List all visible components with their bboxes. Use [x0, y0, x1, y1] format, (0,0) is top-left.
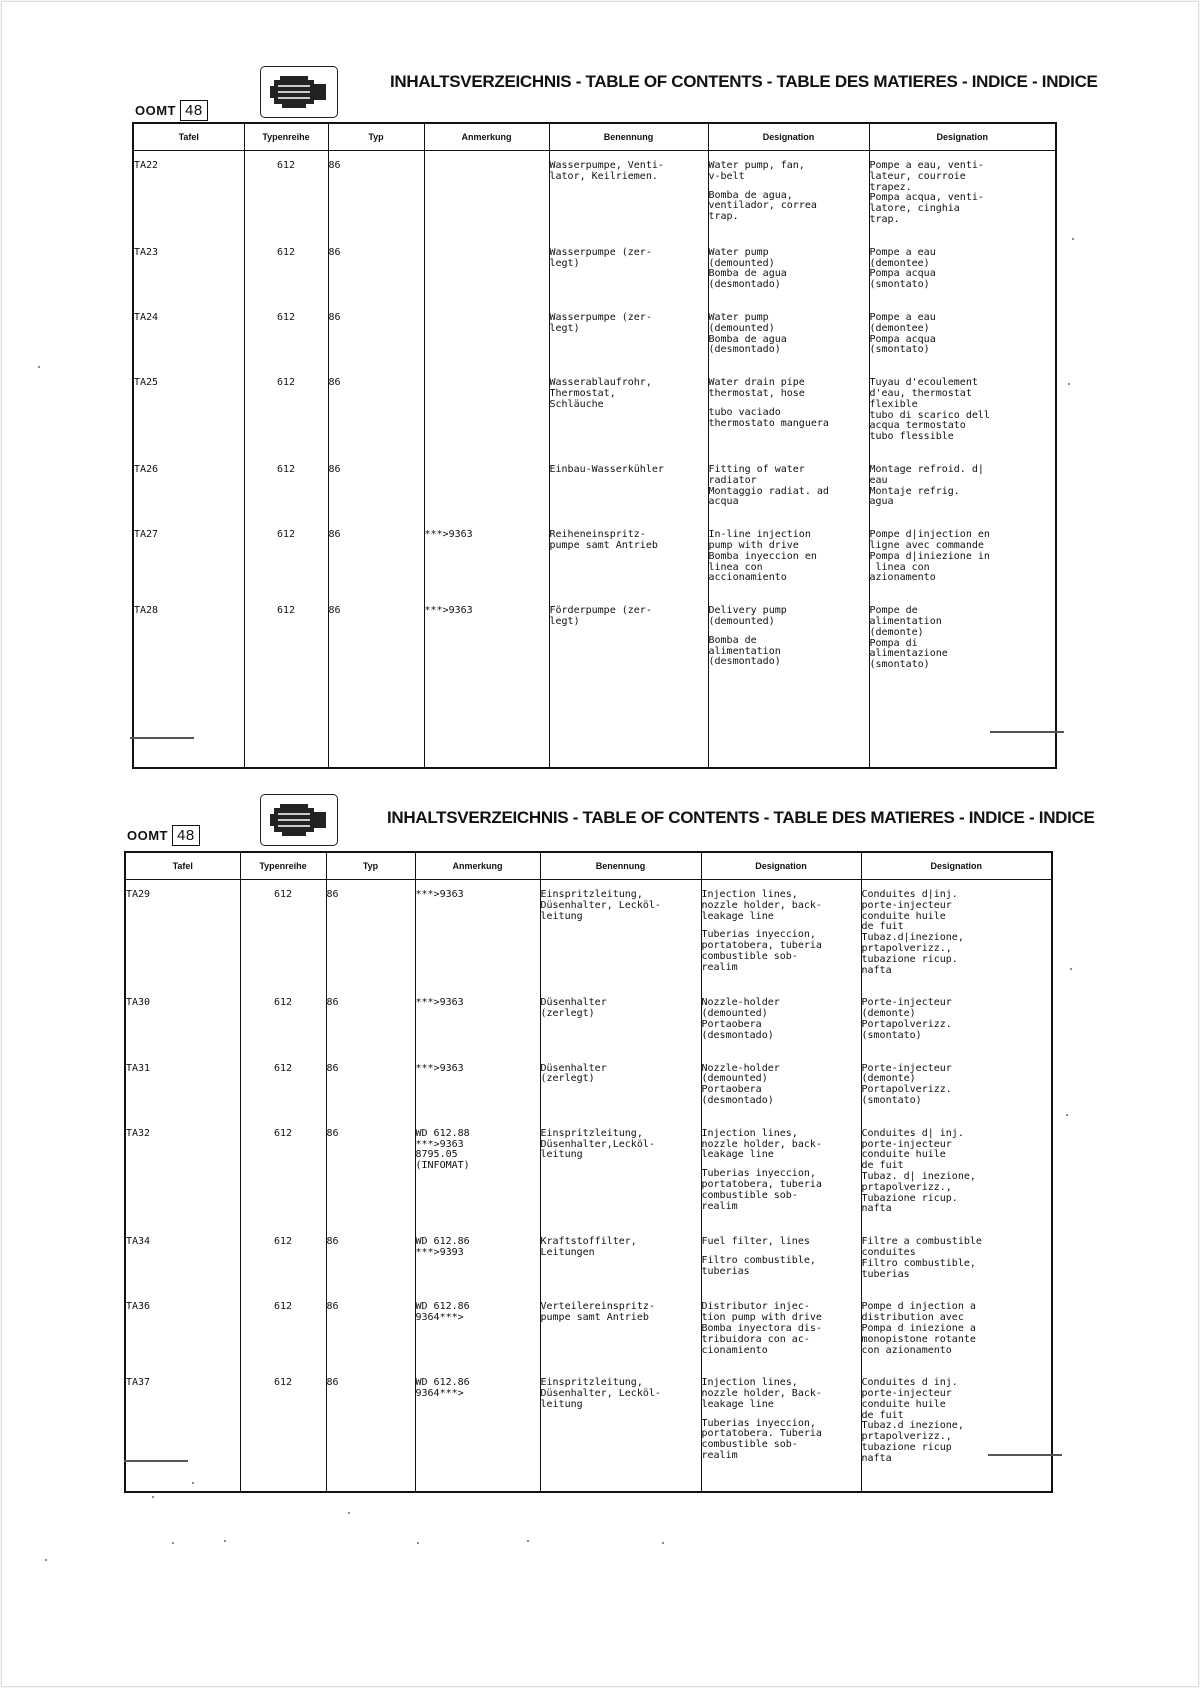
designation-en-es-cell: [708, 596, 869, 683]
designation-en-es-cell: [701, 1054, 861, 1119]
cell-text: 86: [326, 889, 339, 900]
cell-paragraph: Einbau-Wasserkühler: [549, 463, 664, 475]
scan-speck: [172, 1542, 174, 1544]
anmerkung-cell: [424, 596, 549, 683]
designation-fr-it-cell: [861, 1292, 1052, 1368]
designation-fr-it-cell: [869, 238, 1056, 303]
column-header: Typenreihe: [240, 852, 326, 880]
cell-text: TA25: [134, 377, 159, 389]
empty-cell: [549, 683, 708, 768]
cell-text: TA24: [134, 311, 159, 323]
cell-paragraph: Injection lines, nozzle holder, Back- leakage line: [701, 1377, 822, 1410]
typenreihe-cell: [240, 1054, 326, 1119]
designation-fr-it-cell: [861, 1119, 1052, 1227]
cell-paragraph: Montage refroid. d| eau Montaje refrig. agua: [869, 463, 984, 508]
anmerkung-cell: [424, 303, 549, 368]
engine-logo-icon: [260, 794, 338, 846]
empty-cell: [133, 683, 244, 768]
doc-code-label: OOMT: [127, 828, 168, 843]
empty-cell: [240, 1477, 326, 1492]
cell-paragraph: Nozzle-holder (demounted) Portaobera (desmontado): [701, 1062, 780, 1106]
table-row: [133, 455, 1056, 520]
table-row: [125, 1054, 1052, 1119]
scan-speck: [527, 1540, 529, 1542]
typenreihe-cell: [244, 238, 328, 303]
cell-text: 86: [328, 377, 341, 389]
cell-text: TA27: [134, 529, 159, 541]
typenreihe-cell: [244, 151, 328, 238]
typ-cell: [328, 368, 424, 455]
cell-text: WD 612.86 9364***>: [415, 1377, 470, 1400]
table-row: [125, 1292, 1052, 1368]
benennung-cell: [549, 151, 708, 238]
table-row: [133, 303, 1056, 368]
cell-paragraph: Injection lines, nozzle holder, back- leakage line: [701, 1127, 822, 1161]
scan-speck: [348, 1512, 350, 1514]
designation-fr-it-cell: [861, 1054, 1052, 1119]
page-number: 48: [180, 100, 208, 121]
cell-paragraph: Conduites d|inj. porte-injecteur conduite huile de fuit Tubaz.d|inezione, prtapolverizz., tubazione ricup. nafta: [861, 889, 964, 976]
empty-cell: [125, 1477, 240, 1492]
cell-text: 612: [273, 889, 293, 900]
tafel-cell: [125, 880, 240, 989]
column-header: Typ: [326, 852, 415, 880]
cell-text: 612: [276, 246, 296, 258]
designation-en-es-cell: [708, 520, 869, 596]
benennung-cell: [540, 880, 701, 989]
benennung-cell: [549, 303, 708, 368]
tafel-cell: [133, 303, 244, 368]
cell-paragraph: Delivery pump (demounted): [708, 605, 787, 627]
cell-paragraph: Injection lines, nozzle holder, back- leakage line: [701, 889, 822, 922]
empty-cell: [708, 683, 869, 768]
benennung-cell: [549, 520, 708, 596]
table-header-row: [125, 852, 1052, 880]
tafel-cell: [133, 520, 244, 596]
benennung-cell: [540, 1368, 701, 1476]
cell-paragraph: Distributor injec- tion pump with drive Bomba inyectora dis- tribuidora con ac- cionamiento: [701, 1301, 822, 1356]
benennung-cell: [540, 1054, 701, 1119]
typ-cell: [326, 1119, 415, 1227]
cell-paragraph: Fuel filter, lines: [701, 1236, 810, 1248]
cell-text: TA22: [134, 160, 159, 171]
scan-speck: [417, 1542, 419, 1544]
designation-fr-it-cell: [869, 151, 1056, 238]
toc-table: [132, 122, 1057, 769]
cell-text: 86: [326, 1377, 339, 1389]
cell-text: TA37: [126, 1377, 151, 1389]
cell-text: ***>9363: [415, 889, 464, 900]
tafel-cell: [125, 1054, 240, 1119]
empty-cell: [701, 1477, 861, 1492]
typ-cell: [328, 303, 424, 368]
cell-text: TA23: [134, 246, 159, 258]
cell-paragraph: tubo vaciado thermostato manguera: [708, 406, 829, 429]
typ-cell: [326, 880, 415, 989]
tafel-cell: [133, 455, 244, 520]
column-header: Anmerkung: [415, 852, 540, 880]
cell-text: 86: [328, 311, 341, 323]
empty-cell: [244, 683, 328, 768]
designation-en-es-cell: [701, 1292, 861, 1368]
cell-text: TA26: [134, 463, 159, 475]
anmerkung-cell: [415, 880, 540, 989]
cell-text: 86: [326, 1127, 339, 1139]
cell-text: 86: [328, 463, 341, 475]
column-header: Typ: [328, 123, 424, 151]
typenreihe-cell: [244, 303, 328, 368]
column-header: Tafel: [125, 852, 240, 880]
benennung-cell: [540, 1227, 701, 1292]
designation-fr-it-cell: [861, 1368, 1052, 1476]
cell-text: 612: [273, 1127, 293, 1139]
designation-fr-it-cell: [869, 368, 1056, 455]
cell-text: TA36: [126, 1301, 151, 1313]
benennung-cell: [549, 596, 708, 683]
cell-text: 86: [326, 1062, 339, 1074]
cell-text: WD 612.88 ***>9363 8795.05 (INFOMAT): [415, 1127, 470, 1172]
cell-paragraph: Water drain pipe thermostat, hose: [708, 377, 805, 399]
column-header: Tafel: [133, 123, 244, 151]
designation-fr-it-cell: [869, 520, 1056, 596]
table-row: [125, 880, 1052, 989]
tafel-cell: [133, 238, 244, 303]
cell-text: TA31: [126, 1062, 151, 1074]
empty-cell: [326, 1477, 415, 1492]
cell-text: 612: [273, 1236, 293, 1248]
typenreihe-cell: [240, 988, 326, 1053]
cell-paragraph: Tuberias inyeccion, portatobera, tuberia combustible sob- realim: [701, 929, 822, 973]
designation-fr-it-cell: [861, 988, 1052, 1053]
scan-mark: [130, 737, 194, 739]
empty-cell: [540, 1477, 701, 1492]
anmerkung-cell: [415, 1292, 540, 1368]
benennung-cell: [540, 988, 701, 1053]
designation-fr-it-cell: [869, 596, 1056, 683]
designation-en-es-cell: [708, 303, 869, 368]
scan-speck: [1066, 1114, 1068, 1116]
cell-paragraph: Einspritzleitung, Düsenhalter,Lecköl- leitung: [540, 1127, 655, 1161]
cell-text: 612: [276, 160, 296, 171]
cell-paragraph: Filtre a combustible conduites Filtro combustible, tuberias: [861, 1236, 982, 1280]
cell-paragraph: Verteilereinspritz- pumpe samt Antrieb: [540, 1301, 655, 1324]
anmerkung-cell: [424, 368, 549, 455]
benennung-cell: [549, 455, 708, 520]
cell-text: 86: [328, 605, 341, 617]
cell-text: TA32: [126, 1127, 151, 1139]
designation-fr-it-cell: [869, 455, 1056, 520]
table-row: [133, 368, 1056, 455]
cell-text: 612: [276, 529, 296, 541]
anmerkung-cell: [415, 988, 540, 1053]
typenreihe-cell: [240, 1227, 326, 1292]
scan-speck: [152, 1496, 154, 1498]
scan-speck: [192, 1482, 194, 1484]
designation-fr-it-cell: [869, 303, 1056, 368]
benennung-cell: [540, 1119, 701, 1227]
column-header: Designation: [708, 123, 869, 151]
cell-paragraph: Pompe a eau, venti- lateur, courroie trapez. Pompa acqua, venti- latore, cinghia trap.: [869, 160, 984, 225]
cell-paragraph: Wasserpumpe (zer- legt): [549, 311, 652, 334]
empty-cell: [415, 1477, 540, 1492]
designation-en-es-cell: [701, 988, 861, 1053]
cell-paragraph: Wasserablaufrohr, Thermostat, Schläuche: [549, 377, 652, 410]
typenreihe-cell: [240, 1368, 326, 1476]
cell-paragraph: Reiheneinspritz- pumpe samt Antrieb: [549, 529, 658, 551]
page-title: INHALTSVERZEICHNIS - TABLE OF CONTENTS - TABLE DES MATIERES - INDICE - INDICE: [390, 72, 1098, 91]
typ-cell: [328, 596, 424, 683]
cell-paragraph: Düsenhalter (zerlegt): [540, 1062, 607, 1085]
table-row: [125, 1227, 1052, 1292]
cell-paragraph: Düsenhalter (zerlegt): [540, 997, 607, 1020]
column-header: Designation: [861, 852, 1052, 880]
cell-paragraph: Bomba de alimentation (desmontado): [708, 634, 781, 668]
cell-paragraph: Wasserpumpe (zer- legt): [549, 246, 652, 269]
scan-mark: [124, 1460, 188, 1462]
cell-text: 612: [276, 605, 296, 617]
typenreihe-cell: [244, 368, 328, 455]
designation-en-es-cell: [708, 238, 869, 303]
cell-paragraph: Fitting of water radiator Montaggio radiat. ad acqua: [708, 463, 829, 508]
tafel-cell: [133, 151, 244, 238]
typ-cell: [326, 1368, 415, 1476]
cell-paragraph: Wasserpumpe, Venti- lator, Keilriemen.: [549, 160, 664, 182]
cell-text: TA28: [134, 605, 159, 617]
table-row: [125, 988, 1052, 1053]
cell-paragraph: Nozzle-holder (demounted) Portaobera (desmontado): [701, 997, 780, 1041]
table-row: [133, 520, 1056, 596]
typ-cell: [328, 520, 424, 596]
typ-cell: [326, 1054, 415, 1119]
typenreihe-cell: [240, 1119, 326, 1227]
benennung-cell: [549, 368, 708, 455]
cell-paragraph: Porte-injecteur (demonte) Portapolverizz. (smontato): [861, 997, 952, 1041]
cell-text: TA29: [126, 889, 151, 900]
anmerkung-cell: [424, 520, 549, 596]
anmerkung-cell: [415, 1054, 540, 1119]
cell-paragraph: Pompe d injection a distribution avec Pompa d iniezione a monopistone rotante con azionamento: [861, 1301, 976, 1356]
benennung-cell: [549, 238, 708, 303]
cell-text: 86: [328, 529, 341, 541]
typenreihe-cell: [244, 455, 328, 520]
scan-speck: [38, 366, 40, 368]
column-header: Designation: [701, 852, 861, 880]
scan-speck: [1070, 968, 1072, 970]
cell-text: ***>9363: [424, 529, 473, 541]
page-number: 48: [172, 825, 200, 846]
doc-code-label: OOMT: [135, 103, 176, 118]
cell-paragraph: Bomba de agua, ventilador, correa trap.: [708, 189, 817, 223]
cell-text: ***>9363: [415, 1062, 464, 1074]
cell-text: 86: [326, 997, 339, 1009]
cell-text: 612: [276, 463, 296, 475]
typenreihe-cell: [244, 596, 328, 683]
engine-logo-icon: [260, 66, 338, 118]
cell-paragraph: Pompe a eau (demontee) Pompa acqua (smontato): [869, 246, 936, 291]
column-header: Anmerkung: [424, 123, 549, 151]
cell-text: ***>9363: [424, 605, 473, 617]
cell-paragraph: Water pump (demounted) Bomba de agua (desmontado): [708, 246, 787, 291]
designation-en-es-cell: [701, 1227, 861, 1292]
tafel-cell: [125, 1292, 240, 1368]
cell-text: TA30: [126, 997, 151, 1009]
table-row: [133, 151, 1056, 238]
tafel-cell: [133, 368, 244, 455]
tafel-cell: [125, 988, 240, 1053]
cell-paragraph: Pompe d|injection en ligne avec commande Pompa d|iniezione in linea con azionamento: [869, 529, 990, 584]
empty-cell: [424, 683, 549, 768]
anmerkung-cell: [415, 1119, 540, 1227]
tafel-cell: [125, 1227, 240, 1292]
scan-speck: [1072, 238, 1074, 240]
empty-cell: [328, 683, 424, 768]
anmerkung-cell: [424, 238, 549, 303]
designation-en-es-cell: [708, 151, 869, 238]
cell-paragraph: Water pump, fan, v-belt: [708, 160, 805, 182]
cell-text: WD 612.86 ***>9393: [415, 1236, 470, 1258]
table-row: [133, 596, 1056, 683]
table-row: [133, 238, 1056, 303]
cell-text: WD 612.86 9364***>: [415, 1301, 470, 1324]
cell-text: 612: [273, 1377, 293, 1389]
scan-speck: [45, 1559, 47, 1561]
cell-paragraph: Tuberias inyeccion, portatobera. Tuberia combustible sob- realim: [701, 1417, 822, 1462]
scan-mark: [988, 1454, 1062, 1456]
doc-code: [135, 100, 208, 121]
typ-cell: [326, 988, 415, 1053]
typ-cell: [326, 1227, 415, 1292]
typenreihe-cell: [240, 1292, 326, 1368]
cell-paragraph: Pompe de alimentation (demonte) Pompa di alimentazione (smontato): [869, 605, 948, 671]
cell-paragraph: Tuberias inyeccion, portatobera, tuberia combustible sob- realim: [701, 1168, 822, 1212]
cell-paragraph: Porte-injecteur (demonte) Portapolverizz. (smontato): [861, 1062, 952, 1106]
scan-speck: [662, 1542, 664, 1544]
tafel-cell: [125, 1119, 240, 1227]
cell-paragraph: Kraftstoffilter, Leitungen: [540, 1236, 637, 1258]
cell-paragraph: Tuyau d'ecoulement d'eau, thermostat flexible tubo di scarico dell acqua termostato tubo flessible: [869, 377, 990, 443]
typ-cell: [328, 151, 424, 238]
cell-paragraph: Water pump (demounted) Bomba de agua (desmontado): [708, 311, 787, 356]
cell-paragraph: Pompe a eau (demontee) Pompa acqua (smontato): [869, 311, 936, 356]
empty-cell: [861, 1477, 1052, 1492]
table-row: [125, 1368, 1052, 1476]
cell-text: 612: [276, 377, 296, 389]
designation-fr-it-cell: [861, 1227, 1052, 1292]
designation-en-es-cell: [708, 455, 869, 520]
cell-paragraph: Filtro combustible, tuberias: [701, 1254, 816, 1277]
cell-text: 612: [273, 997, 293, 1009]
cell-paragraph: In-line injection pump with drive Bomba inyeccion en linea con accionamiento: [708, 529, 817, 584]
designation-en-es-cell: [701, 1119, 861, 1227]
anmerkung-cell: [424, 151, 549, 238]
typenreihe-cell: [244, 520, 328, 596]
typenreihe-cell: [240, 880, 326, 989]
anmerkung-cell: [415, 1368, 540, 1476]
doc-code: [127, 825, 200, 846]
cell-text: 612: [273, 1062, 293, 1074]
column-header: Benennung: [549, 123, 708, 151]
designation-en-es-cell: [701, 1368, 861, 1476]
table-filler-row: [125, 1477, 1052, 1492]
scan-mark: [990, 731, 1064, 733]
anmerkung-cell: [415, 1227, 540, 1292]
cell-text: 86: [326, 1301, 339, 1313]
table-filler-row: [133, 683, 1056, 768]
column-header: Typenreihe: [244, 123, 328, 151]
cell-text: TA34: [126, 1236, 151, 1248]
designation-fr-it-cell: [861, 880, 1052, 989]
document-page: [1, 1, 1199, 1687]
anmerkung-cell: [424, 455, 549, 520]
cell-text: 612: [276, 311, 296, 323]
cell-text: 86: [328, 160, 341, 171]
cell-text: 612: [273, 1301, 293, 1313]
column-header: Designation: [869, 123, 1056, 151]
typ-cell: [328, 455, 424, 520]
page-title: INHALTSVERZEICHNIS - TABLE OF CONTENTS - TABLE DES MATIERES - INDICE - INDICE: [387, 808, 1095, 827]
cell-paragraph: Einspritzleitung, Düsenhalter, Lecköl- leitung: [540, 889, 661, 922]
cell-paragraph: Förderpumpe (zer- legt): [549, 605, 652, 627]
cell-text: 86: [328, 246, 341, 258]
typ-cell: [328, 238, 424, 303]
toc-table: [124, 851, 1053, 1493]
empty-cell: [869, 683, 1056, 768]
cell-paragraph: Conduites d inj. porte-injecteur conduite huile de fuit Tubaz.d inezione, prtapolverizz., tubazione ricup nafta: [861, 1377, 964, 1464]
table-row: [125, 1119, 1052, 1227]
tafel-cell: [133, 596, 244, 683]
typ-cell: [326, 1292, 415, 1368]
cell-text: 86: [326, 1236, 339, 1248]
designation-en-es-cell: [701, 880, 861, 989]
table-header-row: [133, 123, 1056, 151]
scan-speck: [1068, 383, 1070, 385]
scan-speck: [224, 1540, 226, 1542]
cell-text: ***>9363: [415, 997, 464, 1009]
cell-paragraph: Conduites d| inj. porte-injecteur conduite huile de fuit Tubaz. d| inezione, prtapolverizz., Tubazione ricup. nafta: [861, 1127, 976, 1215]
designation-en-es-cell: [708, 368, 869, 455]
column-header: Benennung: [540, 852, 701, 880]
benennung-cell: [540, 1292, 701, 1368]
cell-paragraph: Einspritzleitung, Düsenhalter, Lecköl- leitung: [540, 1377, 661, 1410]
